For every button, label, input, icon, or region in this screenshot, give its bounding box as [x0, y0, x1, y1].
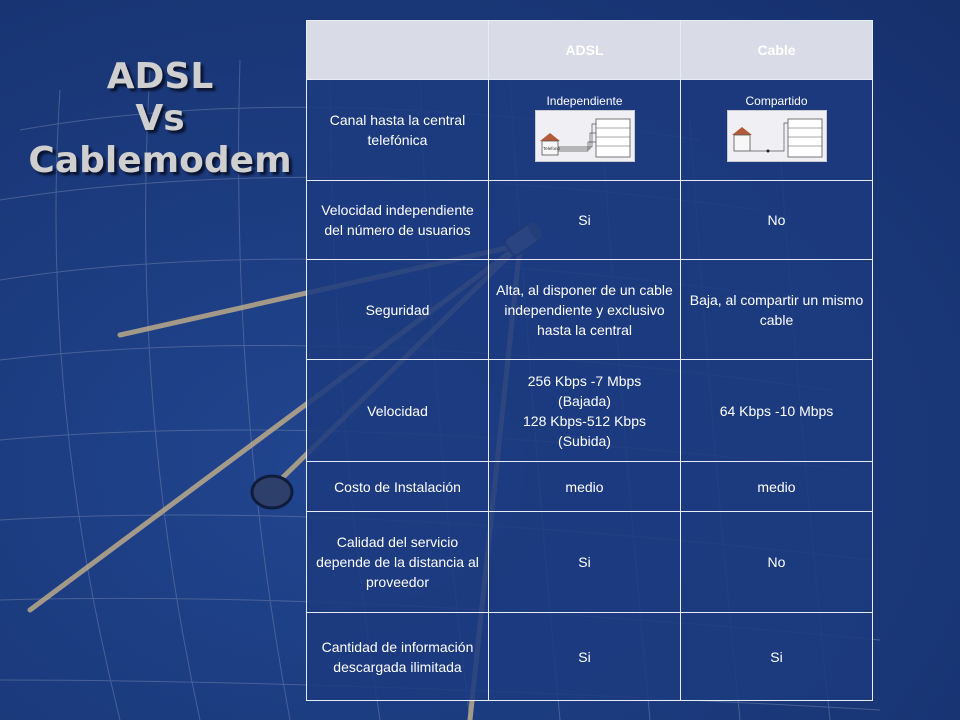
slide-title: [20, 56, 300, 182]
row-label: Velocidad independiente del número de usuarios: [307, 181, 489, 260]
adsl-value: Si: [489, 613, 681, 701]
table-row: [307, 181, 873, 260]
adsl-channel-cell: [489, 80, 681, 181]
adsl-diagram-label: Telefono: [542, 145, 560, 151]
table-row: [307, 613, 873, 701]
table-row: [307, 360, 873, 462]
table-row: [307, 512, 873, 613]
header-row: [307, 21, 873, 80]
cable-network-diagram-icon: [727, 110, 827, 162]
adsl-speed-up-label: (Subida): [558, 432, 611, 449]
header-empty-cell: [307, 21, 489, 80]
row-label: Canal hasta la central telefónica: [307, 80, 489, 181]
header-adsl: ADSL: [489, 21, 681, 80]
adsl-value: Si: [489, 512, 681, 613]
adsl-speed-down-label: (Bajada): [558, 392, 611, 409]
cable-value: medio: [681, 462, 873, 512]
table-row: [307, 462, 873, 512]
table-row: [307, 260, 873, 360]
cable-value: 64 Kbps -10 Mbps: [681, 360, 873, 462]
adsl-value: [489, 360, 681, 462]
row-label: Seguridad: [307, 260, 489, 360]
title-line-adsl: ADSL: [106, 56, 214, 97]
cable-value: No: [681, 181, 873, 260]
header-cable: Cable: [681, 21, 873, 80]
adsl-value: Alta, al disponer de un cable independiente y exclusivo hasta la central: [489, 260, 681, 360]
row-label: Cantidad de información descargada ilimitada: [307, 613, 489, 701]
adsl-value: medio: [489, 462, 681, 512]
title-line-cablemodem: Cablemodem: [28, 140, 292, 181]
cable-channel-caption: Compartido: [745, 93, 808, 108]
table-row-channel: [307, 80, 873, 181]
adsl-speed-down: 256 Kbps -7 Mbps: [527, 372, 642, 389]
cable-value: Si: [681, 613, 873, 701]
cable-value: No: [681, 512, 873, 613]
cable-value: Baja, al compartir un mismo cable: [681, 260, 873, 360]
adsl-channel-caption: Independiente: [546, 93, 623, 108]
title-line-vs: Vs: [135, 98, 185, 139]
comparison-table: [306, 20, 873, 701]
adsl-speed-up: 128 Kbps-512 Kbps: [523, 412, 646, 429]
adsl-network-diagram-icon: [535, 110, 635, 162]
row-label: Velocidad: [307, 360, 489, 462]
cable-channel-cell: [681, 80, 873, 181]
row-label: Costo de Instalación: [307, 462, 489, 512]
row-label: Calidad del servicio depende de la distancia al proveedor: [307, 512, 489, 613]
adsl-value: Si: [489, 181, 681, 260]
